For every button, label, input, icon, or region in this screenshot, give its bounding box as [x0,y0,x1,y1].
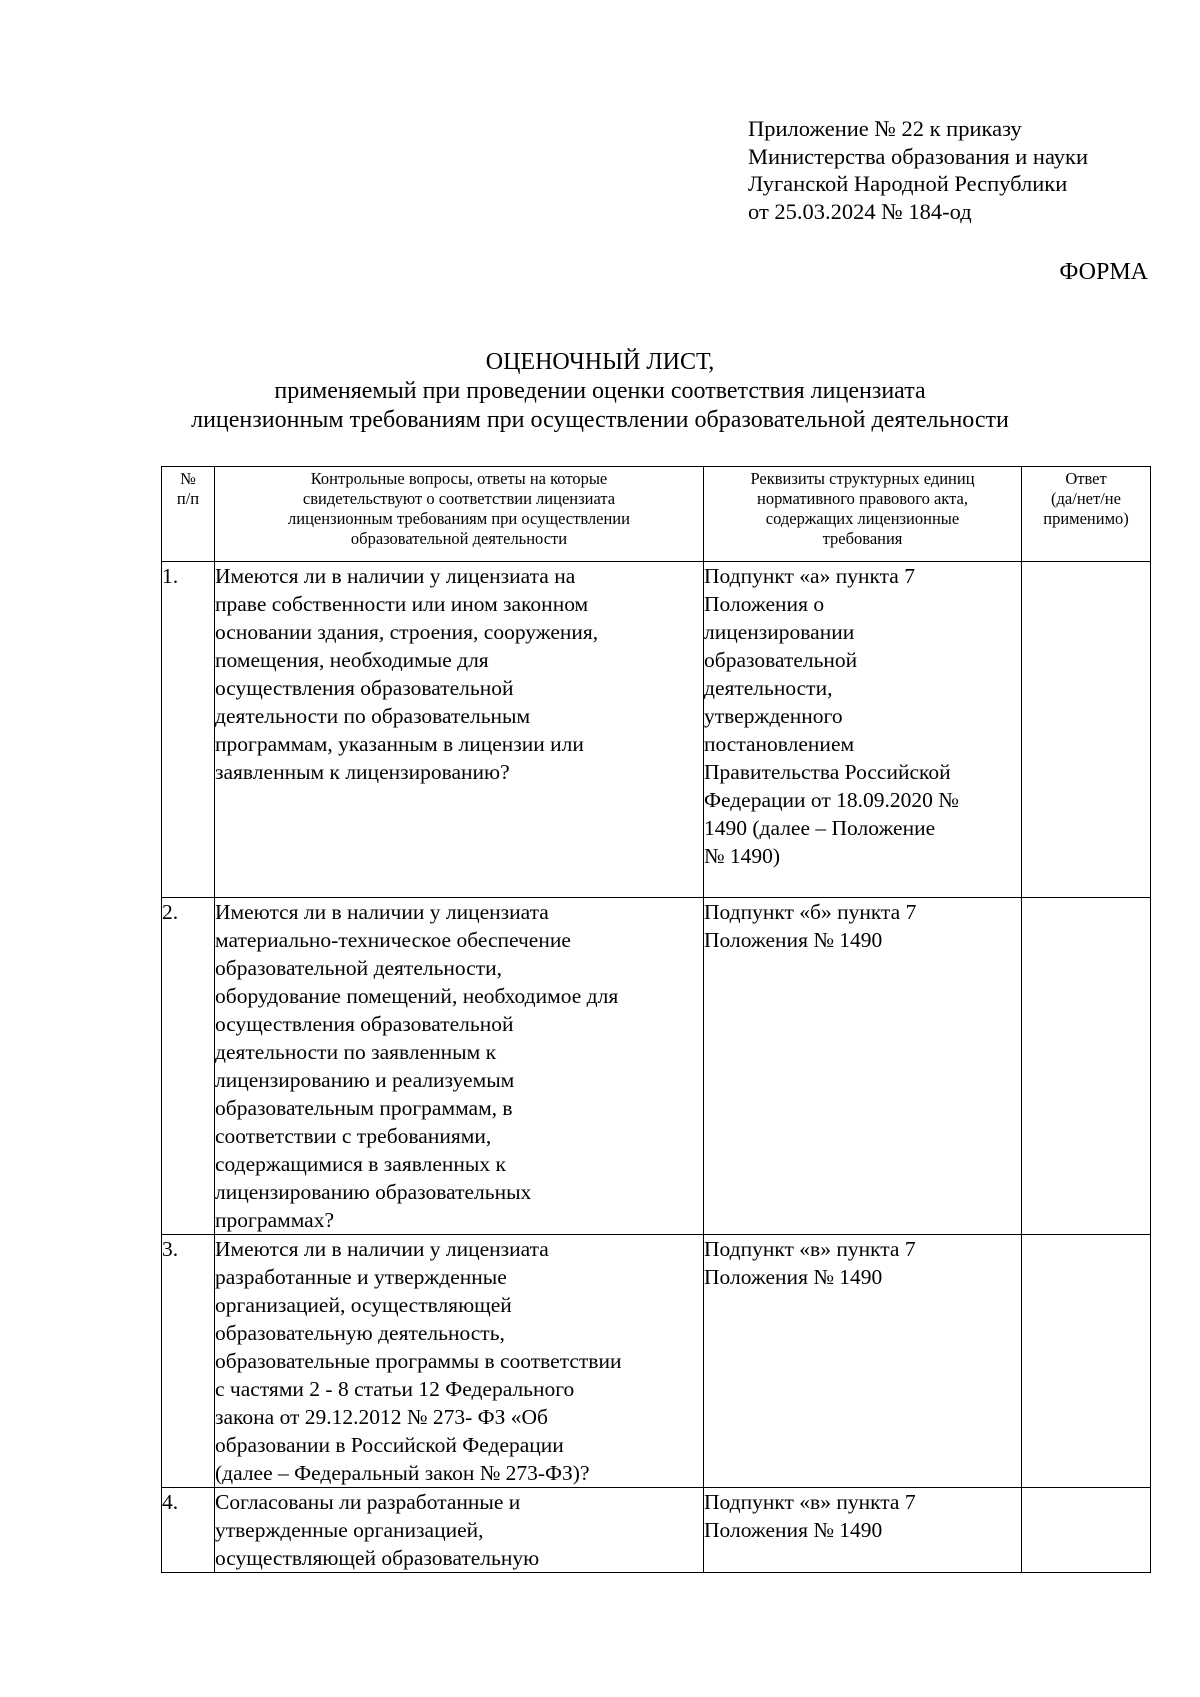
question-line: соответствии с требованиями, [215,1124,492,1148]
title-line: применяемый при проведении оценки соответствия лицензиата [274,378,926,404]
reference-line: Подпункт «а» пункта 7 [704,564,915,588]
reference-line: № 1490) [704,844,781,868]
question-line: деятельности по образовательным [215,704,531,728]
row-question [215,898,704,1235]
question-line: лицензированию образовательных [215,1180,532,1204]
reference-line: Подпункт «б» пункта 7 [704,900,917,924]
row-reference [704,898,1022,1235]
reference-line: Федерации от 18.09.2020 № [704,788,959,812]
header-line: п/п [176,489,200,508]
reference-line: Подпункт «в» пункта 7 [704,1237,916,1261]
header-line: нормативного правового акта, [757,489,968,508]
question-line: заявленным к лицензированию? [215,760,510,784]
row-answer-cell[interactable] [1022,562,1151,898]
header-line: лицензионным требованиям при осуществлении [288,509,630,528]
row-reference [704,562,1022,898]
header-line: № [180,469,196,488]
appendix-line: Луганской Народной Республики [748,171,1068,196]
question-line: помещения, необходимые для [215,648,489,672]
question-line: Имеются ли в наличии у лицензиата [215,900,549,924]
question-line: основании здания, строения, сооружения, [215,620,599,644]
question-line: закона от 29.12.2012 № 273- ФЗ «Об [215,1405,548,1429]
question-line: Имеются ли в наличии у лицензиата на [215,564,576,588]
table-row [162,1235,1151,1488]
reference-line: 1490 (далее – Положение [704,816,936,840]
appendix-line: от 25.03.2024 № 184-од [748,198,972,224]
row-question [215,1488,704,1573]
question-line: программам, указанным в лицензии или [215,732,584,756]
reference-line: лицензировании [704,620,855,644]
question-line: материально-техническое обеспечение [215,928,571,952]
title-line: лицензионным требованиям при осуществлении образовательной деятельности [191,407,1009,433]
table-header-row [162,467,1151,562]
question-line: организацией, осуществляющей [215,1293,512,1317]
question-line: образовании в Российской Федерации [215,1433,564,1457]
form-label: ФОРМА [1059,259,1148,285]
question-line: лицензированию и реализуемым [215,1068,515,1092]
document-title [0,348,1200,435]
question-line: образовательную деятельность, [215,1321,505,1345]
table-row [162,562,1151,898]
reference-line: деятельности, [704,676,833,700]
row-number: 1. [162,562,215,898]
question-line: осуществления образовательной [215,1012,514,1036]
question-line: оборудование помещений, необходимое для [215,984,619,1008]
table-row [162,898,1151,1235]
question-line: содержащимися в заявленных к [215,1152,506,1176]
reference-line: постановлением [704,732,855,756]
header-line: Контрольные вопросы, ответы на которые [310,469,608,488]
appendix-line: Министерства образования и науки [748,143,1089,169]
header-reference [704,467,1022,562]
header-line: свидетельствуют о соответствии лицензиата [302,489,616,508]
header-question [215,467,704,562]
header-line: образовательной деятельности [350,529,568,548]
evaluation-table [161,466,1151,1573]
reference-line: утвержденного [704,704,843,728]
question-line: образовательным программам, в [215,1096,513,1120]
question-line: с частями 2 - 8 статьи 12 Федерального [215,1377,575,1401]
question-line: праве собственности или ином законном [215,592,589,616]
header-line: Реквизиты структурных единиц [750,469,975,488]
header-line: требования [822,529,903,548]
reference-line: Положения № 1490 [704,1265,883,1289]
reference-line: образовательной [704,648,858,672]
reference-line: Положения № 1490 [704,1518,883,1542]
row-question [215,1235,704,1488]
question-line: разработанные и утвержденные [215,1265,507,1289]
question-line: (далее – Федеральный закон № 273-ФЗ)? [215,1461,590,1485]
row-answer-cell[interactable] [1022,1488,1151,1573]
appendix-reference [748,115,1088,225]
question-line: образовательной деятельности, [215,956,503,980]
question-line: осуществления образовательной [215,676,514,700]
row-question [215,562,704,898]
row-reference [704,1488,1022,1573]
row-answer-cell[interactable] [1022,898,1151,1235]
header-line: (да/нет/не [1051,489,1121,508]
table-row [162,1488,1151,1573]
row-number: 2. [162,898,215,1235]
header-num [162,467,215,562]
header-line: Ответ [1065,469,1107,488]
appendix-line: Приложение № 22 к приказу [748,116,1022,141]
row-reference [704,1235,1022,1488]
question-line: осуществляющей образовательную [215,1546,540,1570]
reference-line: Правительства Российской [704,760,951,784]
header-line: содержащих лицензионные [765,509,960,528]
question-line: образовательные программы в соответствии [215,1349,622,1373]
row-number: 4. [162,1488,215,1573]
reference-line: Положения о [704,592,825,616]
question-line: деятельности по заявленным к [215,1040,497,1064]
header-answer [1022,467,1151,562]
row-answer-cell[interactable] [1022,1235,1151,1488]
reference-line: Положения № 1490 [704,928,883,952]
question-line: программах? [215,1208,335,1232]
row-number: 3. [162,1235,215,1488]
question-line: Имеются ли в наличии у лицензиата [215,1237,549,1261]
reference-line: Подпункт «в» пункта 7 [704,1490,916,1514]
header-line: применимо) [1043,509,1129,528]
question-line: утвержденные организацией, [215,1518,484,1542]
title-line: ОЦЕНОЧНЫЙ ЛИСТ, [485,349,715,375]
question-line: Согласованы ли разработанные и [215,1490,521,1514]
